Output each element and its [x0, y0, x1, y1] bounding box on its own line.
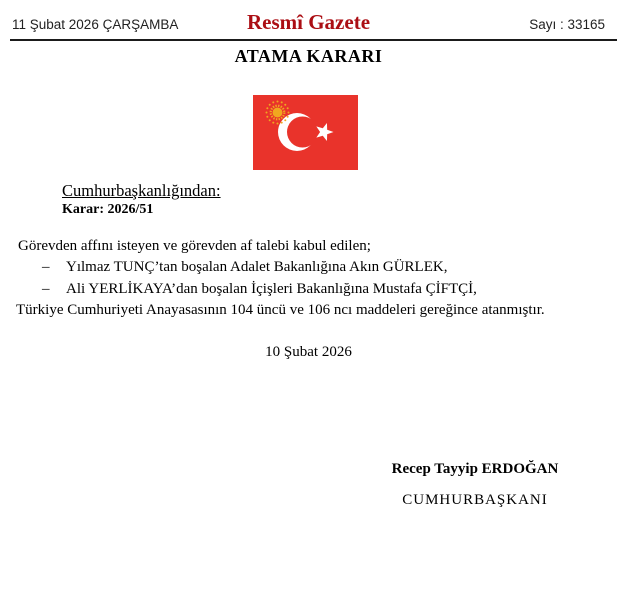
decree-item-text: Yılmaz TUNÇ’tan boşalan Adalet Bakanlığına Akın GÜRLEK,: [66, 259, 448, 275]
presidential-flag-image: [253, 95, 358, 170]
signature-title: CUMHURBAŞKANI: [402, 492, 548, 508]
decree-intro: Görevden affını isteyen ve görevden af talebi kabul edilen;: [18, 238, 371, 254]
page-title: ATAMA KARARI: [234, 46, 383, 66]
authority-heading: Cumhurbaşkanlığından:: [62, 181, 221, 200]
decree-number: Karar: 2026/51: [62, 202, 154, 217]
decree-closing: Türkiye Cumhuriyeti Anayasasının 104 üncü ve 106 ncı maddeleri gereğince atanmıştır.: [16, 302, 545, 318]
list-dash: –: [42, 281, 50, 297]
list-dash: –: [42, 259, 50, 275]
decree-date: 10 Şubat 2026: [265, 344, 352, 360]
header-date: 11 Şubat 2026 ÇARŞAMBA: [12, 17, 179, 32]
header-divider: [10, 39, 617, 41]
decree-item-text: Ali YERLİKAYA’dan boşalan İçişleri Bakanlığına Mustafa ÇİFTÇİ,: [66, 281, 477, 297]
signature-block: [330, 461, 617, 509]
issue-number: Sayı : 33165: [529, 17, 605, 32]
signature-name: Recep Tayyip ERDOĞAN: [391, 461, 559, 477]
masthead-title: Resmî Gazete: [246, 10, 371, 34]
decree-item: [42, 259, 447, 276]
decree-item: [42, 281, 477, 298]
turkish-presidential-flag-icon: [253, 95, 358, 170]
